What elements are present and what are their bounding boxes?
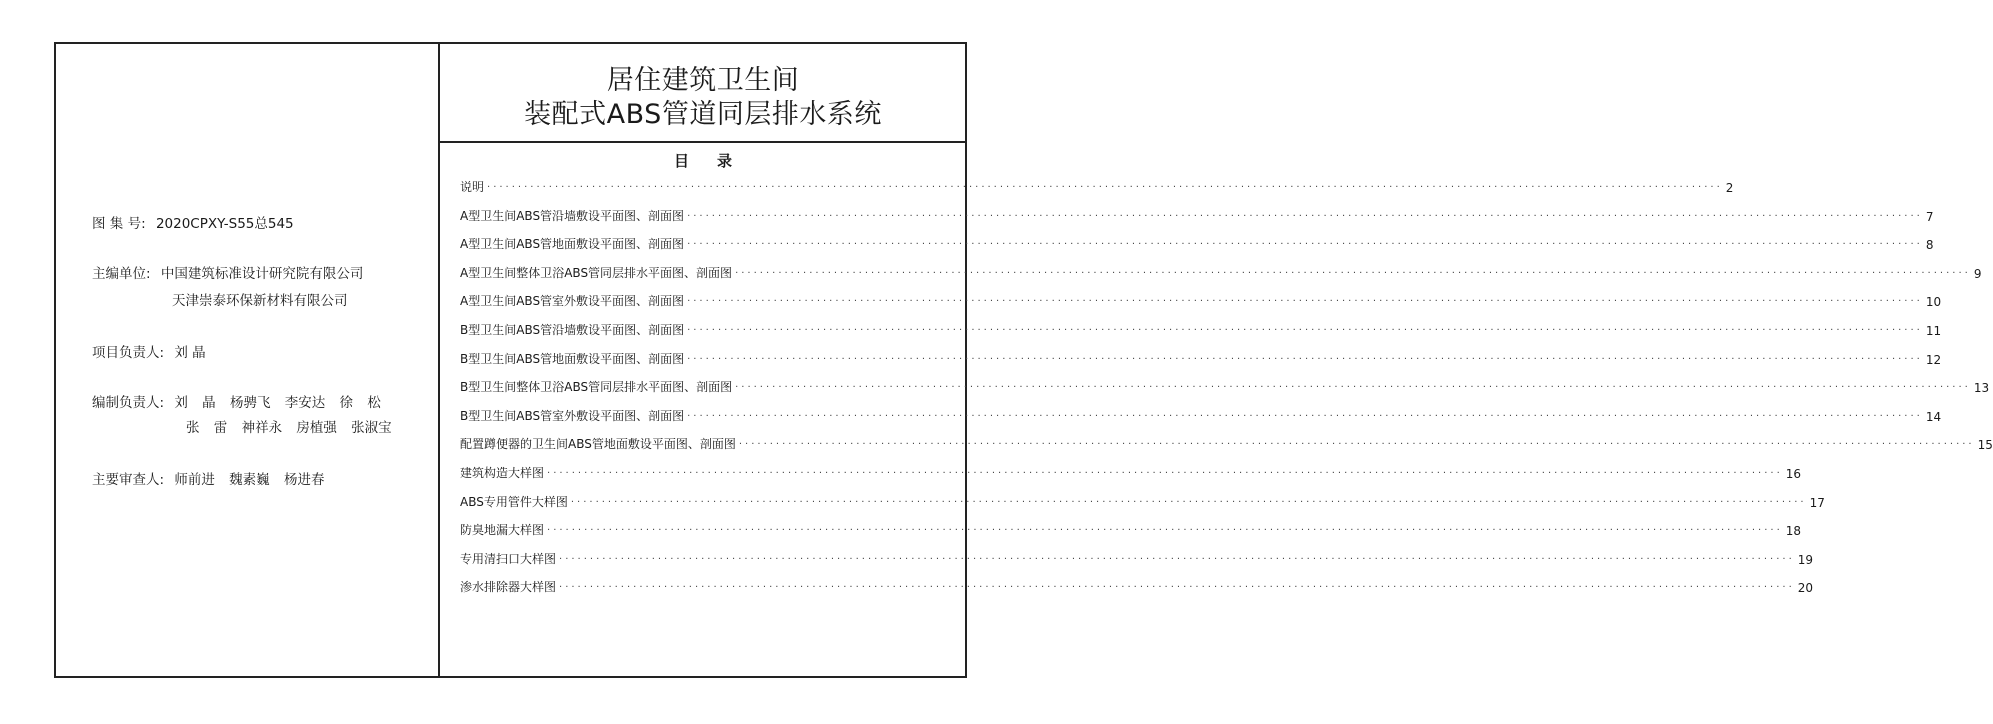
leader-row (92, 341, 206, 361)
toc-leader-dots: ········································································································································································································ (547, 468, 1783, 479)
toc-item-page: 19 (1797, 552, 1814, 567)
toc-leader-dots: ········································································································································································································ (547, 525, 1783, 537)
toc-item (460, 177, 1734, 195)
toc-item-title: A型卫生间ABS管室外敷设平面图、剖面图 (460, 294, 685, 309)
toc-item-title: 建筑构造大样图 (460, 466, 545, 480)
compilers-row-2: 张 雷 神祥永 房植强 张淑宝 (186, 420, 392, 436)
toc-item (460, 377, 1990, 396)
toc-leader-dots: ········································································································································································································ (559, 553, 1795, 565)
toc-leader-dots: ········································································································································································································ (559, 582, 1795, 594)
toc-item-title: 渗水排除器大样图 (460, 580, 557, 595)
toc-leader-dots: ········································································································································································································ (570, 496, 1807, 508)
toc-item-page: 13 (1973, 381, 1990, 396)
compilers-row (92, 391, 381, 411)
toc-leader-dots: ········································································································································································································ (687, 410, 1923, 422)
toc-item-title: B型卫生间ABS管室外敷设平面图、剖面图 (460, 408, 685, 423)
atlas-number-value: 2020CPXY-S55总545 (155, 216, 294, 232)
toc-item-page: 17 (1809, 495, 1825, 510)
toc-item-page: 18 (1785, 524, 1802, 539)
toc-item (460, 434, 1993, 453)
toc-item-page: 2 (1725, 181, 1734, 195)
title-line-2: 装配式ABS管道同层排水系统 (524, 99, 882, 130)
compilers-label: 编制负责人: (92, 395, 165, 411)
editor-value-2: 天津崇泰环保新材料有限公司 (172, 293, 348, 309)
toc-item-page: 20 (1797, 581, 1814, 596)
toc-item-title: A型卫生间ABS管地面敷设平面图、剖面图 (460, 237, 685, 252)
toc-item (460, 463, 1802, 481)
toc-item (460, 492, 1825, 510)
toc-item (460, 320, 1942, 338)
toc-item-title: 说明 (460, 180, 485, 194)
toc-leader-dots: ········································································································································································································ (687, 296, 1923, 308)
reviewers-row (92, 468, 324, 488)
toc-item (460, 520, 1802, 539)
toc-item (460, 234, 1934, 253)
toc-leader-dots: ········································································································································································································ (735, 267, 1971, 279)
toc-item-title: 配置蹲便器的卫生间ABS管地面敷设平面图、剖面图 (460, 437, 736, 452)
toc-leader-dots: ········································································································································································································ (735, 382, 1971, 394)
toc-leader-dots: ········································································································································································································ (687, 353, 1923, 365)
toc-item-page: 10 (1925, 295, 1942, 310)
toc-item (460, 263, 1982, 281)
editor-row (92, 262, 363, 282)
toc-item-title: 专用清扫口大样图 (460, 551, 557, 566)
toc-item-title: B型卫生间ABS管沿墙敷设平面图、剖面图 (460, 323, 685, 337)
toc-item-title: A型卫生间整体卫浴ABS管同层排水平面图、剖面图 (460, 265, 733, 280)
toc-item (460, 549, 1814, 567)
toc-item-page: 14 (1925, 409, 1942, 424)
toc-heading: 目录 (673, 152, 760, 170)
leader-value: 刘 晶 (174, 345, 206, 361)
toc-item (460, 206, 1934, 224)
vertical-divider (438, 42, 440, 678)
toc-leader-dots: ········································································································································································································ (687, 210, 1923, 222)
toc-item-page: 11 (1925, 324, 1942, 338)
toc-item-page: 7 (1925, 209, 1934, 224)
toc-item (460, 406, 1942, 424)
title-line-1: 居住建筑卫生间 (606, 65, 800, 96)
toc-item-page: 16 (1785, 467, 1802, 481)
toc-item-title: A型卫生间ABS管沿墙敷设平面图、剖面图 (460, 208, 685, 223)
reviewers-value: 师前进 魏素巍 杨进春 (174, 472, 325, 488)
editor-label: 主编单位: (92, 266, 151, 282)
toc-item-page: 15 (1977, 438, 1993, 453)
toc-leader-dots: ········································································································································································································ (738, 439, 1975, 451)
toc-item-title: ABS专用管件大样图 (460, 494, 568, 509)
toc-item (460, 349, 1942, 367)
toc-item (460, 291, 1942, 310)
toc-item-page: 9 (1973, 266, 1982, 281)
compilers-row-1: 刘 晶 杨骋飞 李安达 徐 松 (174, 395, 381, 411)
horizontal-divider (439, 141, 967, 143)
toc-item-title: 防臭地漏大样图 (460, 523, 545, 538)
toc-item-title: B型卫生间整体卫浴ABS管同层排水平面图、剖面图 (460, 380, 733, 395)
toc-item-page: 8 (1925, 238, 1934, 253)
toc-item (460, 577, 1814, 596)
toc-leader-dots: ········································································································································································································ (687, 239, 1923, 251)
toc-item-title: B型卫生间ABS管地面敷设平面图、剖面图 (460, 351, 685, 366)
atlas-number-label: 图 集 号: (92, 216, 146, 232)
toc-leader-dots: ········································································································································································································ (687, 325, 1923, 336)
editor-value-1: 中国建筑标准设计研究院有限公司 (160, 266, 364, 282)
leader-label: 项目负责人: (92, 345, 165, 361)
atlas-number-row (92, 212, 294, 232)
toc-leader-dots: ········································································································································································································ (487, 182, 1723, 193)
toc-item-page: 12 (1925, 352, 1942, 367)
reviewers-label: 主要审查人: (92, 472, 165, 488)
